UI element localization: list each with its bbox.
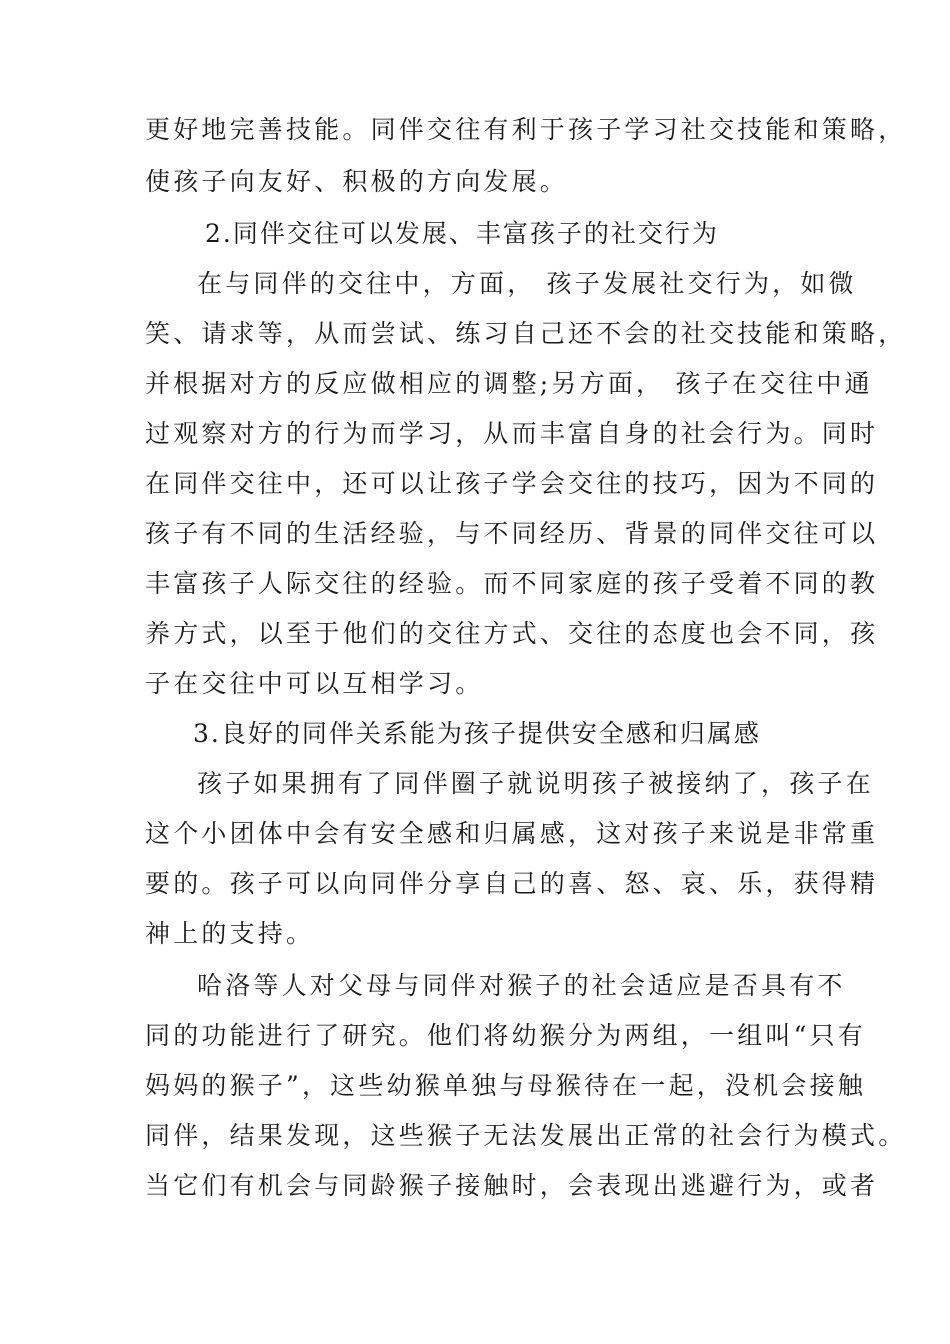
text-line: 过观察对方的行为而学习，从而丰富自身的社会行为。同时	[145, 419, 879, 448]
text-line: 笑、请求等，从而尝试、练习自己还不会的社交技能和策略，	[145, 319, 907, 348]
text-line: 神上的支持。	[145, 919, 315, 948]
text-line: 子在交往中可以互相学习。	[145, 669, 484, 698]
text-line: 孩子有不同的生活经验，与不同经历、背景的同伴交往可以	[145, 519, 879, 548]
text-line: 同伴，结果发现，这些猴子无法发展出正常的社会行为模式。	[145, 1121, 907, 1150]
paragraph-start: 孩子如果拥有了同伴圈子就说明孩子被接纳了，孩子在	[197, 769, 874, 798]
text-line: 要的。孩子可以向同伴分享自己的喜、怒、哀、乐，获得精	[145, 869, 879, 898]
section-heading: 3.良好的同伴关系能为孩子提供安全感和归属感	[193, 719, 761, 748]
text-line: 在同伴交往中，还可以让孩子学会交往的技巧，因为不同的	[145, 469, 879, 498]
text-line: 妈妈的猴子”，这些幼猴单独与母猴待在一起，没机会接触	[145, 1071, 866, 1100]
text-line: 当它们有机会与同龄猴子接触时，会表现出逃避行为，或者	[145, 1171, 879, 1200]
text-line: 养方式，以至于他们的交往方式、交往的态度也会不同，孩	[145, 619, 879, 648]
text-line: 丰富孩子人际交往的经验。而不同家庭的孩子受着不同的教	[145, 569, 879, 598]
text-line: 这个小团体中会有安全感和归属感，这对孩子来说是非常重	[145, 819, 879, 848]
section-heading: 2.同伴交往可以发展、丰富孩子的社交行为	[205, 219, 719, 248]
text-line: 使孩子向友好、积极的方向发展。	[145, 167, 569, 196]
paragraph-start: 在与同伴的交往中，方面， 孩子发展社交行为，如微	[197, 269, 857, 298]
text-line: 并根据对方的反应做相应的调整;另方面， 孩子在交往中通	[145, 369, 873, 398]
text-line: 同的功能进行了研究。他们将幼猴分为两组，一组叫“只有	[145, 1021, 866, 1050]
paragraph-start: 哈洛等人对父母与同伴对猴子的社会适应是否具有不	[197, 971, 846, 1000]
text-line: 更好地完善技能。同伴交往有利于孩子学习社交技能和策略，	[145, 115, 907, 144]
